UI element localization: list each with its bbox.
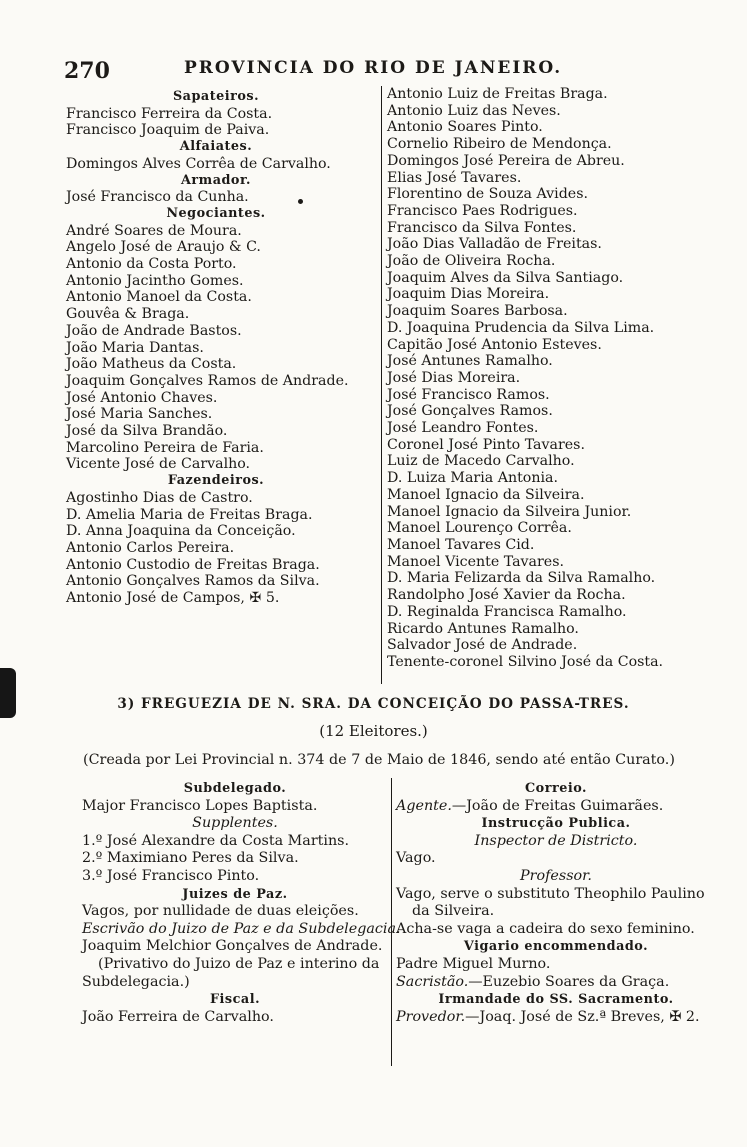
entry-line: D. Maria Felizarda da Silva Ramalho. (387, 570, 656, 587)
entry-line: 1.º José Alexandre da Costa Martins. (82, 832, 350, 849)
section-heading: Vigario encommendado. (463, 939, 649, 955)
entry-line: Subdelegacia.) (82, 973, 190, 990)
entry-line: José Antonio Chaves. (66, 389, 218, 406)
entry-line (396, 1009, 716, 1027)
entry-line: Francisco Ferreira da Costa. (66, 105, 273, 122)
entry-line: José Gonçalves Ramos. (387, 403, 553, 420)
entry-line: Coronel José Pinto Tavares. (387, 436, 585, 453)
entry-line: Marcolino Pereira de Faria. (66, 439, 264, 456)
entry-line: D. Anna Joaquina da Conceição. (66, 523, 296, 540)
section-heading: Negociantes. (166, 205, 266, 221)
running-head: PROVINCIA DO RIO DE JANEIRO. (184, 58, 563, 78)
entry-line: Manoel Vicente Tavares. (387, 553, 564, 570)
role-label: Agente. (396, 797, 452, 814)
entry-line: D. Amelia Maria de Freitas Braga. (66, 506, 313, 523)
entry-line: D. Joaquina Prudencia da Silva Lima. (387, 319, 655, 336)
entry-line: Major Francisco Lopes Baptista. (82, 797, 318, 814)
entry-line: Antonio Manoel da Costa. (66, 289, 252, 306)
entry-line: Acha-se vaga a cadeira do sexo feminino. (396, 920, 695, 937)
entry-line: 3.º José Francisco Pinto. (82, 867, 260, 884)
section-heading: Fiscal. (209, 992, 261, 1008)
entry-line: Florentino de Souza Avides. (387, 186, 588, 203)
role-holder: —Joaq. José de Sz.ª Breves, ✠ 2. (465, 1008, 700, 1025)
section-heading: Juizes de Paz. (182, 886, 288, 902)
entry-line: Cornelio Ribeiro de Mendonça. (387, 136, 612, 153)
entry-line: José Francisco da Cunha. (66, 189, 249, 206)
entry-line: Manoel Tavares Cid. (387, 536, 535, 553)
entry-line: Joaquim Dias Moreira. (387, 286, 550, 303)
section-title: 3) FREGUEZIA DE N. SRA. DA CONCEIÇÃO DO PASSA-TRES. (117, 696, 630, 712)
entry-line: João de Oliveira Rocha. (387, 253, 556, 270)
column-divider-top (381, 86, 382, 684)
role-holder: —Euzebio Soares da Graça. (468, 973, 670, 990)
entry-line: Antonio Luiz de Freitas Braga. (387, 86, 608, 102)
entry-line: José Dias Moreira. (387, 369, 521, 386)
bottom-left-column (82, 780, 401, 1026)
entry-line: D. Reginalda Francisca Ramalho. (387, 603, 627, 620)
entry-line: Joaquim Alves da Silva Santiago. (387, 269, 624, 286)
entry-line: Joaquim Melchior Gonçalves de Andrade. (82, 938, 383, 955)
entry-line: Antonio José de Campos, ✠ 5. (66, 590, 280, 607)
entry-line: Vagos, por nullidade de duas eleições. (82, 903, 359, 920)
entry-line: Capitão José Antonio Esteves. (387, 336, 602, 353)
section-heading: Armador. (180, 172, 251, 188)
entry-line (396, 974, 716, 992)
entry-line: Salvador José de Andrade. (387, 637, 578, 654)
entry-line: Elias José Tavares. (387, 169, 522, 186)
entry-line: Joaquim Soares Barbosa. (387, 303, 568, 320)
column-divider-bottom (391, 778, 392, 1066)
entry-line: Francisco Paes Rodrigues. (387, 202, 578, 219)
entry-line: José Antunes Ramalho. (387, 353, 553, 370)
entry-line: Manoel Ignacio da Silveira Junior. (387, 503, 632, 520)
entry-line: André Soares de Moura. (66, 222, 242, 239)
entry-line: Vago. (396, 850, 436, 867)
entry-line: Randolpho José Xavier da Rocha. (387, 587, 626, 604)
entry-line: Luiz de Macedo Carvalho. (387, 453, 575, 470)
section-heading: Subdelegado. (183, 781, 287, 796)
entry-line: José Leandro Fontes. (387, 420, 539, 437)
print-speck (298, 199, 303, 204)
role-holder: —João de Freitas Guimarães. (451, 797, 664, 814)
subheading-italic: Supplentes. (192, 815, 278, 832)
entry-line: João Maria Dantas. (66, 339, 204, 356)
entry-line: João Matheus da Costa. (66, 356, 237, 373)
section-heading: Alfaiates. (179, 139, 253, 155)
section-heading: Instrucção Publica. (481, 816, 631, 832)
left-column (66, 89, 366, 607)
entry-line: João Dias Valladão de Freitas. (387, 236, 602, 253)
entry-line: Francisco da Silva Fontes. (387, 219, 577, 236)
entry-line: Padre Miguel Murno. (396, 955, 551, 972)
entry-line: Ricardo Antunes Ramalho. (387, 620, 579, 637)
entry-line: João de Andrade Bastos. (66, 322, 242, 339)
entry-line: Antonio Custodio de Freitas Braga. (66, 556, 320, 573)
section-heading: Correio. (525, 781, 587, 796)
role-label: Provedor. (396, 1008, 466, 1025)
entry-line: Antonio Gonçalves Ramos da Silva. (66, 573, 320, 590)
entry-line: Joaquim Gonçalves Ramos de Andrade. (66, 372, 349, 389)
entry-line-italic: Escrivão do Juizo de Paz e da Subdelegacia. (82, 920, 401, 937)
page-number: 270 (64, 58, 110, 84)
entry-line: José Maria Sanches. (66, 406, 213, 423)
entry-line: Tenente-coronel Silvino José da Costa. (387, 653, 664, 670)
section-heading: Irmandade do SS. Sacramento. (438, 992, 674, 1008)
subheading-italic: Professor. (520, 867, 592, 884)
entry-line: Vicente José de Carvalho. (66, 456, 251, 473)
entry-line: Agostinho Dias de Castro. (66, 489, 253, 506)
entry-line: Vago, serve o substituto Theophilo Paulino (396, 885, 705, 902)
entry-line: Manoel Lourenço Corrêa. (387, 520, 572, 537)
role-label: Sacristão. (396, 973, 469, 990)
entry-line: Gouvêa & Braga. (66, 306, 190, 323)
entry-line: Manoel Ignacio da Silveira. (387, 486, 585, 503)
entry-line: Antonio Luiz das Neves. (387, 102, 561, 119)
section-electors: (12 Eleitores.) (319, 722, 428, 740)
entry-line-continued: da Silveira. (412, 903, 495, 920)
entry-line: Angelo José de Araujo & C. (66, 239, 261, 256)
entry-line: João Ferreira de Carvalho. (82, 1008, 274, 1025)
entry-line-continued: (Privativo do Juizo de Paz e interino da (98, 955, 380, 972)
entry-line: Antonio Carlos Pereira. (66, 539, 235, 556)
entry-line: Domingos Alves Corrêa de Carvalho. (66, 155, 331, 172)
section-heading: Fazendeiros. (167, 473, 265, 489)
entry-line: José da Silva Brandão. (66, 423, 228, 440)
entry-line (396, 798, 716, 816)
entry-line: Domingos José Pereira de Abreu. (387, 152, 625, 169)
entry-line: 2.º Maximiano Peres da Silva. (82, 850, 299, 867)
entry-line: Antonio Soares Pinto. (387, 119, 543, 136)
entry-line: José Francisco Ramos. (387, 386, 550, 403)
entry-line: Francisco Joaquim de Paiva. (66, 122, 270, 139)
entry-line: Antonio Jacintho Gomes. (66, 272, 244, 289)
section-creada: (Creada por Lei Provincial n. 374 de 7 de Maio de 1846, sendo até então Curato.) (83, 752, 675, 768)
entry-line: Antonio da Costa Porto. (66, 256, 237, 273)
subheading-italic: Inspector de Districto. (474, 832, 638, 849)
right-column (387, 86, 737, 671)
section-heading: Sapateiros. (172, 89, 260, 104)
bottom-right-column (396, 780, 716, 1026)
entry-line: D. Luiza Maria Antonia. (387, 470, 558, 487)
